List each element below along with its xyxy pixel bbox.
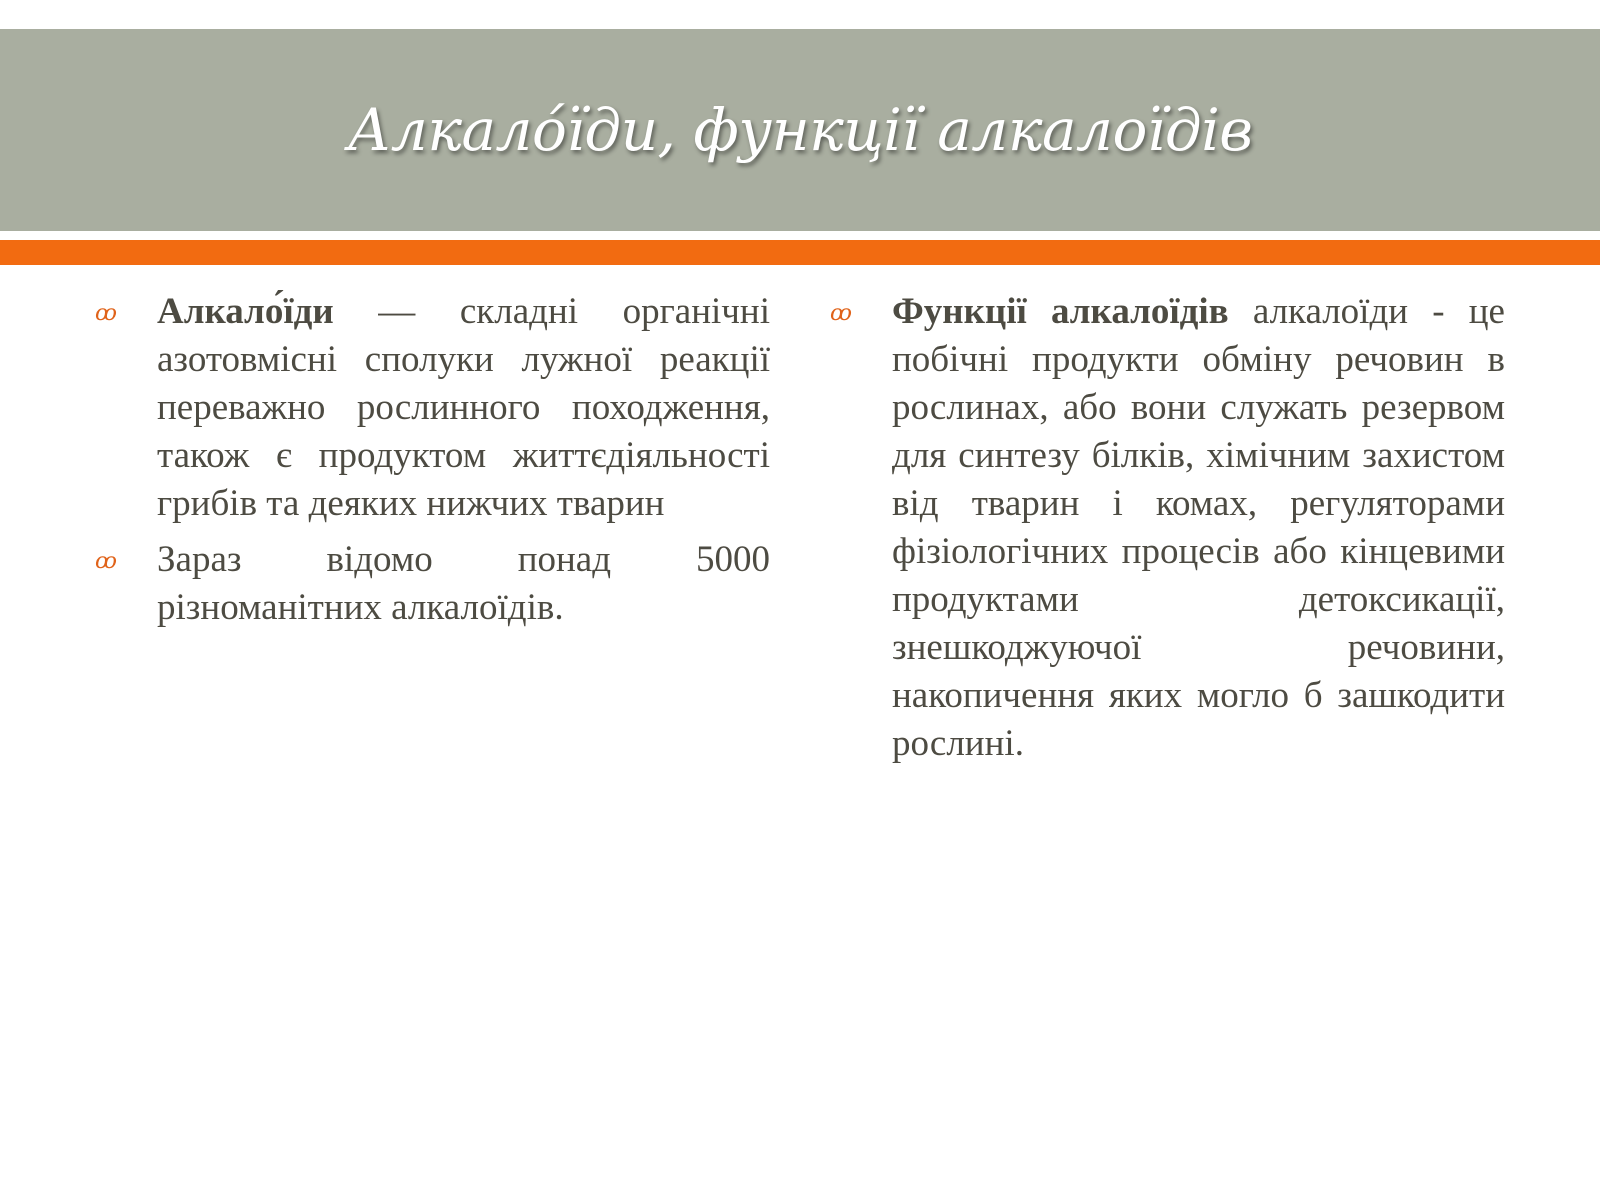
bullet-item-count — [95, 536, 770, 632]
bullet-item-definition — [95, 288, 770, 528]
term-alkaloids: Алкало́їди — [157, 291, 334, 332]
accent-bar — [0, 240, 1600, 265]
fleuron-bullet-icon: ꝏ — [830, 301, 852, 326]
left-column — [95, 288, 770, 640]
term-functions: Функції алкалоїдів — [892, 291, 1229, 332]
definition-text: — складні органічні азотовмісні сполуки лужної реакції переважно рослинного походження, також є продуктом життєдіяльності грибів та деяких нижчих тварин — [157, 291, 770, 524]
functions-text: алкалоїди - це побічні продукти обміну речовин в рослинах, або вони служать резервом для синтезу білків, хімічним захистом від тварин і комах, регуляторами фізіологічних процесів або кінцевими продуктами детоксикації, знешкоджуючої речовини, накопичення яких могло б зашкодити рослині. — [892, 291, 1505, 764]
bullet-item-functions — [830, 288, 1505, 768]
right-column — [830, 288, 1505, 776]
fleuron-bullet-icon: ꝏ — [95, 301, 117, 326]
slide-title: Алкало́їди, функції алкалоїдів — [347, 96, 1253, 164]
fleuron-bullet-icon: ꝏ — [95, 549, 117, 574]
title-band — [0, 29, 1600, 231]
count-text: Зараз відомо понад 5000 різноманітних алкалоїдів. — [157, 539, 770, 628]
